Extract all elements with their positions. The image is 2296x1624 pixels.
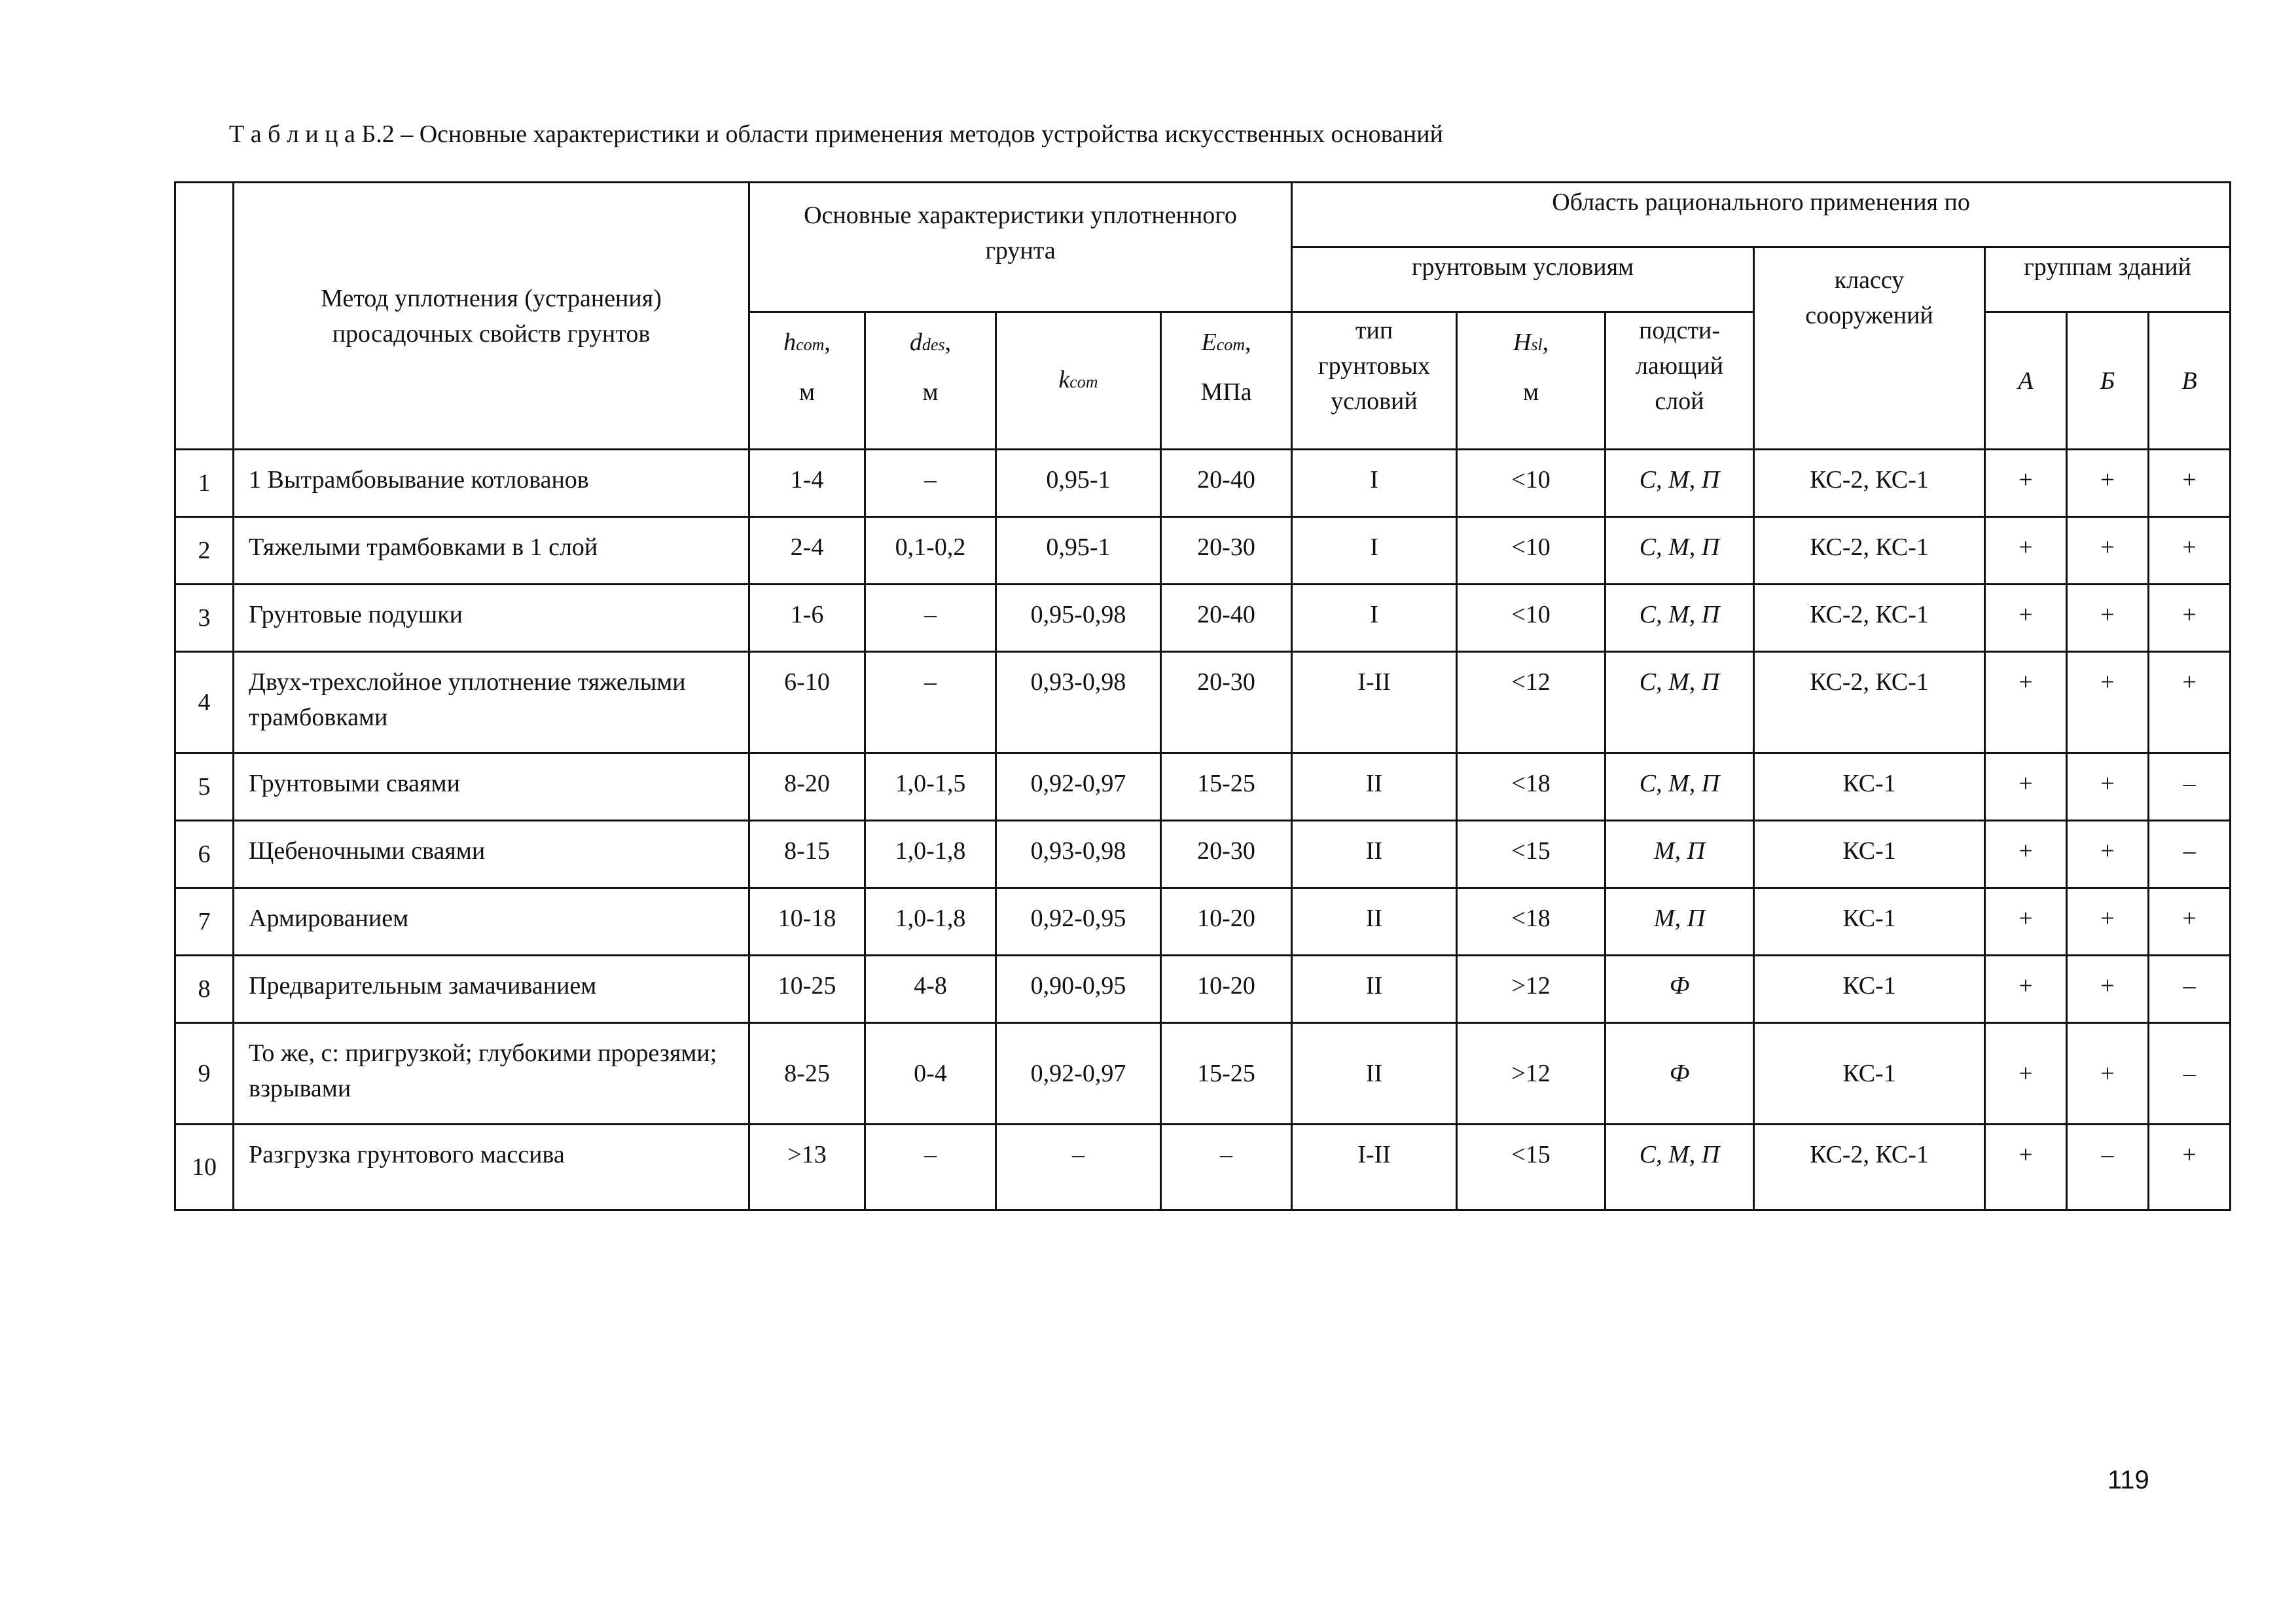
h-sl-value: <15	[1457, 1125, 1605, 1210]
d-des-value: –	[865, 450, 996, 517]
h-com-value: 10-25	[749, 956, 865, 1023]
d-des-value: 4-8	[865, 956, 996, 1023]
soil-type-value: II	[1292, 956, 1457, 1023]
building-class-value: КС-1	[1754, 753, 1985, 821]
e-com-value: –	[1161, 1125, 1292, 1210]
building-class-value: КС-1	[1754, 956, 1985, 1023]
h-com-value: 1-6	[749, 585, 865, 652]
underlying-layer-value: С, М, П	[1605, 753, 1754, 821]
group-v-value: +	[2149, 585, 2231, 652]
building-class-value: КС-1	[1754, 888, 1985, 956]
row-number: 9	[175, 1023, 234, 1125]
table-row	[175, 1023, 2231, 1125]
underlying-layer-value: С, М, П	[1605, 652, 1754, 753]
underlying-layer-value: С, М, П	[1605, 585, 1754, 652]
header-e-com: Ecom, МПа	[1161, 312, 1292, 450]
k-com-value: 0,93-0,98	[996, 821, 1161, 888]
group-a-value: +	[1985, 888, 2067, 956]
header-area: Область рационального применения по	[1292, 183, 2231, 247]
e-com-value: 15-25	[1161, 1023, 1292, 1125]
d-des-value: 0,1-0,2	[865, 517, 996, 585]
d-des-value: –	[865, 585, 996, 652]
soil-type-value: I	[1292, 450, 1457, 517]
header-k-com: kcom	[996, 312, 1161, 450]
group-v-value: –	[2149, 753, 2231, 821]
group-a-value: +	[1985, 1125, 2067, 1210]
group-b-value: +	[2067, 956, 2149, 1023]
underlying-layer-value: С, М, П	[1605, 450, 1754, 517]
underlying-layer-value: С, М, П	[1605, 1125, 1754, 1210]
header-group-b: Б	[2067, 312, 2149, 450]
group-a-value: +	[1985, 956, 2067, 1023]
header-characteristics: Основные характеристики уплотненного грунта	[749, 183, 1292, 312]
table-row	[175, 956, 2231, 1023]
underlying-layer-value: Ф	[1605, 1023, 1754, 1125]
group-v-value: +	[2149, 652, 2231, 753]
e-com-value: 20-30	[1161, 517, 1292, 585]
e-com-value: 20-30	[1161, 652, 1292, 753]
underlying-layer-value: М, П	[1605, 821, 1754, 888]
header-h-com: hcom, м	[749, 312, 865, 450]
group-a-value: +	[1985, 821, 2067, 888]
group-b-value: +	[2067, 888, 2149, 956]
d-des-value: –	[865, 1125, 996, 1210]
d-des-value: 1,0-1,5	[865, 753, 996, 821]
e-com-value: 10-20	[1161, 956, 1292, 1023]
method-name: Щебеночными сваями	[234, 821, 749, 888]
e-com-value: 10-20	[1161, 888, 1292, 956]
k-com-value: 0,93-0,98	[996, 652, 1161, 753]
h-sl-value: <10	[1457, 450, 1605, 517]
k-com-value: 0,95-0,98	[996, 585, 1161, 652]
h-com-value: >13	[749, 1125, 865, 1210]
header-group-v: В	[2149, 312, 2231, 450]
k-com-value: 0,92-0,97	[996, 753, 1161, 821]
group-b-value: +	[2067, 821, 2149, 888]
h-sl-value: <18	[1457, 753, 1605, 821]
methods-table	[174, 181, 2231, 1211]
building-class-value: КС-2, КС-1	[1754, 517, 1985, 585]
row-number: 2	[175, 517, 234, 585]
group-b-value: +	[2067, 450, 2149, 517]
group-b-value: +	[2067, 1023, 2149, 1125]
h-sl-value: <10	[1457, 585, 1605, 652]
group-v-value: –	[2149, 956, 2231, 1023]
group-v-value: +	[2149, 888, 2231, 956]
group-b-value: +	[2067, 753, 2149, 821]
k-com-value: 0,92-0,97	[996, 1023, 1161, 1125]
group-b-value: +	[2067, 585, 2149, 652]
header-soil-conditions: грунтовым условиям	[1292, 247, 1754, 312]
group-a-value: +	[1985, 753, 2067, 821]
group-a-value: +	[1985, 1023, 2067, 1125]
k-com-value: –	[996, 1125, 1161, 1210]
table-caption: Т а б л и ц а Б.2 – Основные характеристики и области применения методов устройства искусственных оснований	[229, 120, 1443, 148]
header-underlying-layer: подсти-лающий слой	[1605, 312, 1754, 450]
method-name: Разгрузка грунтового массива	[234, 1125, 749, 1210]
group-a-value: +	[1985, 450, 2067, 517]
h-sl-value: <10	[1457, 517, 1605, 585]
method-name: Армированием	[234, 888, 749, 956]
row-number: 4	[175, 652, 234, 753]
soil-type-value: II	[1292, 1023, 1457, 1125]
h-sl-value: <18	[1457, 888, 1605, 956]
method-name: Грунтовые подушки	[234, 585, 749, 652]
soil-type-value: II	[1292, 753, 1457, 821]
k-com-value: 0,92-0,95	[996, 888, 1161, 956]
method-name: Предварительным замачиванием	[234, 956, 749, 1023]
group-v-value: –	[2149, 821, 2231, 888]
soil-type-value: I-II	[1292, 1125, 1457, 1210]
table-row	[175, 517, 2231, 585]
k-com-value: 0,95-1	[996, 517, 1161, 585]
building-class-value: КС-2, КС-1	[1754, 652, 1985, 753]
d-des-value: 1,0-1,8	[865, 821, 996, 888]
e-com-value: 20-30	[1161, 821, 1292, 888]
h-com-value: 6-10	[749, 652, 865, 753]
method-name: Грунтовыми сваями	[234, 753, 749, 821]
header-method: Метод уплотнения (устранения) просадочных свойств грунтов	[234, 183, 749, 450]
h-sl-value: >12	[1457, 1023, 1605, 1125]
building-class-value: КС-2, КС-1	[1754, 585, 1985, 652]
row-number: 1	[175, 450, 234, 517]
building-class-value: КС-1	[1754, 1023, 1985, 1125]
group-b-value: +	[2067, 652, 2149, 753]
table-row	[175, 821, 2231, 888]
header-soil-type: тип грунтовых условий	[1292, 312, 1457, 450]
group-v-value: +	[2149, 1125, 2231, 1210]
h-com-value: 1-4	[749, 450, 865, 517]
row-number: 5	[175, 753, 234, 821]
building-class-value: КС-2, КС-1	[1754, 1125, 1985, 1210]
method-name: Двух-трехслойное уплотнение тяжелыми трамбовками	[234, 652, 749, 753]
group-v-value: +	[2149, 517, 2231, 585]
page-number: 119	[2108, 1466, 2149, 1494]
group-a-value: +	[1985, 517, 2067, 585]
group-a-value: +	[1985, 652, 2067, 753]
header-groups: группам зданий	[1985, 247, 2231, 312]
row-number: 8	[175, 956, 234, 1023]
header-class: классу сооружений	[1754, 247, 1985, 450]
e-com-value: 15-25	[1161, 753, 1292, 821]
building-class-value: КС-2, КС-1	[1754, 450, 1985, 517]
table-row	[175, 585, 2231, 652]
soil-type-value: I	[1292, 517, 1457, 585]
table-row	[175, 1125, 2231, 1210]
group-v-value: –	[2149, 1023, 2231, 1125]
d-des-value: 0-4	[865, 1023, 996, 1125]
method-name: 1 Вытрамбовывание котлованов	[234, 450, 749, 517]
underlying-layer-value: Ф	[1605, 956, 1754, 1023]
table-row	[175, 450, 2231, 517]
header-d-des: ddes, м	[865, 312, 996, 450]
soil-type-value: I	[1292, 585, 1457, 652]
k-com-value: 0,95-1	[996, 450, 1161, 517]
table-row	[175, 888, 2231, 956]
table-row	[175, 652, 2231, 753]
building-class-value: КС-1	[1754, 821, 1985, 888]
h-com-value: 8-25	[749, 1023, 865, 1125]
group-b-value: –	[2067, 1125, 2149, 1210]
row-number: 10	[175, 1125, 234, 1210]
k-com-value: 0,90-0,95	[996, 956, 1161, 1023]
d-des-value: –	[865, 652, 996, 753]
row-number: 6	[175, 821, 234, 888]
group-a-value: +	[1985, 585, 2067, 652]
h-com-value: 2-4	[749, 517, 865, 585]
h-sl-value: <15	[1457, 821, 1605, 888]
method-name: Тяжелыми трамбовками в 1 слой	[234, 517, 749, 585]
soil-type-value: I-II	[1292, 652, 1457, 753]
h-com-value: 8-20	[749, 753, 865, 821]
e-com-value: 20-40	[1161, 585, 1292, 652]
group-b-value: +	[2067, 517, 2149, 585]
h-sl-value: >12	[1457, 956, 1605, 1023]
group-v-value: +	[2149, 450, 2231, 517]
soil-type-value: II	[1292, 821, 1457, 888]
row-number: 3	[175, 585, 234, 652]
underlying-layer-value: М, П	[1605, 888, 1754, 956]
header-h-sl: Hsl, м	[1457, 312, 1605, 450]
header-group-a: А	[1985, 312, 2067, 450]
row-number: 7	[175, 888, 234, 956]
h-sl-value: <12	[1457, 652, 1605, 753]
e-com-value: 20-40	[1161, 450, 1292, 517]
table-row	[175, 753, 2231, 821]
method-name: То же, с: пригрузкой; глубокими прорезями; взрывами	[234, 1023, 749, 1125]
soil-type-value: II	[1292, 888, 1457, 956]
h-com-value: 8-15	[749, 821, 865, 888]
h-com-value: 10-18	[749, 888, 865, 956]
header-number-cell	[175, 183, 234, 450]
d-des-value: 1,0-1,8	[865, 888, 996, 956]
underlying-layer-value: С, М, П	[1605, 517, 1754, 585]
